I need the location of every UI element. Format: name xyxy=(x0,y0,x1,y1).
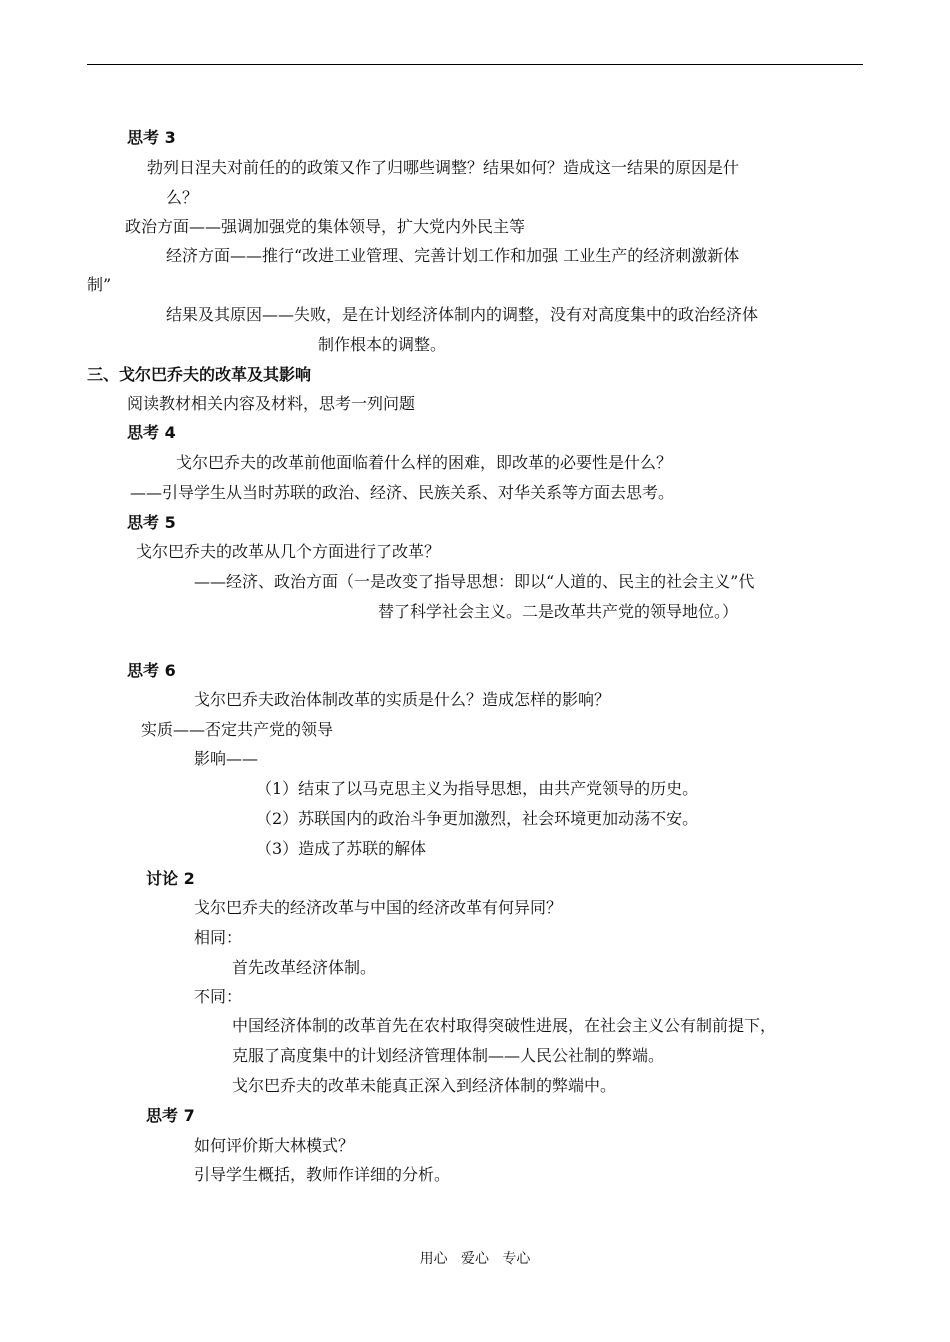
think6-essence: 实质——否定共产党的领导 xyxy=(141,720,334,739)
think5-heading: 思考 5 xyxy=(127,513,176,532)
think4-guide: ——引导学生从当时苏联的政治、经济、民族关系、对华关系等方面去思考。 xyxy=(130,483,675,502)
think3-question-line2: 么？ xyxy=(166,188,199,207)
think3-economy-line2: 制” xyxy=(87,275,112,294)
think4-question: 戈尔巴乔夫的改革前他面临着什么样的困难，即改革的必要性是什么？ xyxy=(176,453,673,472)
discussion2-diff-label: 不同： xyxy=(194,987,243,1006)
discussion2-same-label: 相同： xyxy=(194,928,243,947)
think6-heading: 思考 6 xyxy=(127,661,176,680)
think6-influence-item: （3）造成了苏联的解体 xyxy=(256,839,427,858)
think3-politics: 政治方面——强调加强党的集体领导，扩大党内外民主等 xyxy=(125,217,526,236)
discussion2-diff-line3: 戈尔巴乔夫的改革未能真正深入到经济体制的弊端中。 xyxy=(232,1076,617,1095)
think3-question-line1: 勃列日涅夫对前任的的政策又作了归哪些调整？结果如何？造成这一结果的原因是什 xyxy=(147,158,740,177)
think7-heading: 思考 7 xyxy=(146,1106,195,1125)
think5-answer-line1: ——经济、政治方面（一是改变了指导思想：即以“人道的、民主的社会主义”代 xyxy=(194,572,755,591)
think6-influence-label: 影响—— xyxy=(194,749,259,768)
header-rule xyxy=(87,64,863,65)
think5-question: 戈尔巴乔夫的改革从几个方面进行了改革？ xyxy=(136,542,441,561)
think6-influence-item: （2）苏联国内的政治斗争更加激烈，社会环境更加动荡不安。 xyxy=(256,809,699,828)
section3-intro: 阅读教材相关内容及材料，思考一列问题 xyxy=(127,394,416,413)
discussion2-same-text: 首先改革经济体制。 xyxy=(232,958,377,977)
think6-influence-item: （1）结束了以马克思主义为指导思想，由共产党领导的历史。 xyxy=(256,779,699,798)
think3-heading: 思考 3 xyxy=(127,128,176,147)
think3-result-line1: 结果及其原因——失败，是在计划经济体制内的调整，没有对高度集中的政治经济体 xyxy=(166,305,759,324)
discussion2-question: 戈尔巴乔夫的经济改革与中国的经济改革有何异同？ xyxy=(194,898,563,917)
think3-economy-line1: 经济方面——推行“改进工业管理、完善计划工作和加强 工业生产的经济刺激新体 xyxy=(166,246,740,265)
discussion2-heading: 讨论 2 xyxy=(146,869,195,888)
think3-result-line2: 制作根本的调整。 xyxy=(318,335,447,354)
discussion2-diff-line2: 克服了高度集中的计划经济管理体制——人民公社制的弊端。 xyxy=(232,1046,665,1065)
page-footer: 用心 爱心 专心 xyxy=(419,1251,531,1267)
discussion2-diff-line1: 中国经济体制的改革首先在农村取得突破性进展，在社会主义公有制前提下， xyxy=(232,1016,777,1035)
section3-heading: 三、戈尔巴乔夫的改革及其影响 xyxy=(87,365,312,384)
think6-question: 戈尔巴乔夫政治体制改革的实质是什么？造成怎样的影响？ xyxy=(194,690,611,709)
think7-question: 如何评价斯大林模式？ xyxy=(194,1136,355,1155)
think4-heading: 思考 4 xyxy=(127,423,176,442)
think7-guide: 引导学生概括，教师作详细的分析。 xyxy=(194,1165,451,1184)
think5-answer-line2: 替了科学社会主义。二是改革共产党的领导地位。） xyxy=(378,602,739,621)
